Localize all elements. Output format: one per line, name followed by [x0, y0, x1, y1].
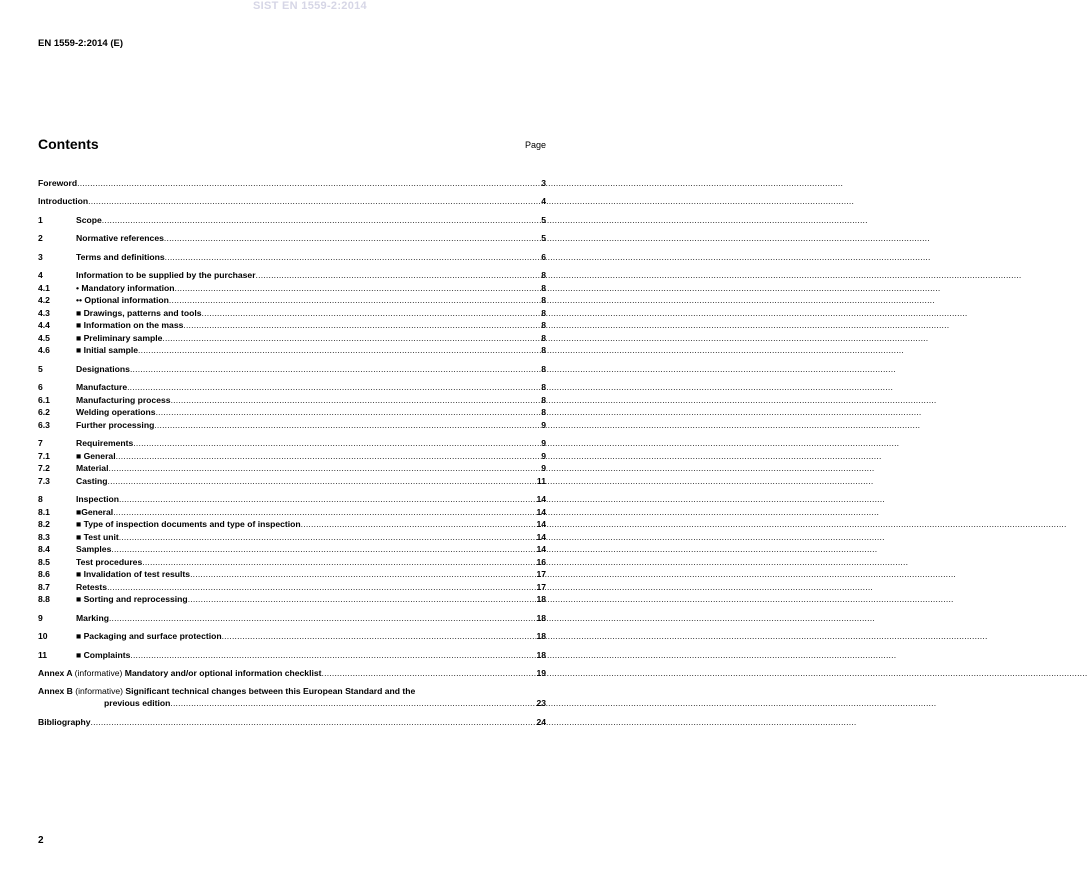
toc-section-number: 8.1: [38, 506, 50, 517]
toc-page-number: 8: [541, 332, 546, 343]
toc-section-title: ■General: [76, 506, 114, 517]
toc-entry[interactable]: [38, 462, 546, 475]
toc-page-number: 8: [541, 407, 546, 417]
toc-entry[interactable]: [38, 648, 546, 661]
toc-page-number: 5: [541, 214, 546, 225]
toc-page-number: 8: [541, 363, 546, 374]
toc-page-number: 9: [541, 438, 546, 448]
toc-section-number: 8: [38, 494, 43, 504]
toc-section-title: Normative references: [76, 233, 164, 243]
toc-section-number: 2: [38, 233, 43, 243]
toc-entry[interactable]: [38, 580, 546, 593]
toc-section-number: 7.2: [38, 463, 50, 473]
toc-entry[interactable]: [38, 505, 546, 518]
toc-entry[interactable]: [38, 593, 546, 606]
toc-entry[interactable]: [38, 493, 546, 506]
leader-dots: [156, 406, 541, 418]
toc-section-title: Foreword: [38, 177, 78, 188]
toc-entry[interactable]: [38, 611, 546, 624]
toc-section-title: ■ Sorting and reprocessing: [76, 594, 188, 604]
leader-dots: [108, 475, 536, 487]
leader-dots: [169, 294, 540, 306]
toc-page-number: 14: [536, 544, 546, 554]
toc-entry[interactable]: [38, 232, 546, 245]
toc-section-number: 6: [38, 382, 43, 392]
toc-page-number: 14: [536, 519, 546, 529]
toc-section-title: Introduction: [38, 196, 89, 206]
toc-section-number: 9: [38, 612, 43, 623]
toc-entry[interactable]: [38, 437, 546, 450]
page-column-label: Page: [524, 140, 546, 150]
leader-dots: [102, 214, 540, 226]
toc-page-number: 14: [536, 494, 546, 504]
toc-entry-annex-b[interactable]: [38, 685, 546, 709]
toc-section-number: 10: [38, 631, 48, 641]
leader-dots: [109, 612, 535, 624]
toc-page-number: 8: [541, 270, 546, 280]
toc-section-title: ■ Drawings, patterns and tools: [76, 307, 202, 318]
toc-section-number: 7: [38, 438, 43, 448]
toc-page-number: 18: [536, 649, 546, 660]
toc-page-number: 4: [541, 196, 546, 206]
leader-dots: [113, 506, 535, 518]
toc-section-number: 4: [38, 270, 43, 280]
toc-page-number: 18: [536, 594, 546, 604]
leader-dots: [130, 649, 535, 661]
toc-page-number: 24: [536, 716, 546, 727]
toc-entry[interactable]: [38, 555, 546, 568]
toc-entry[interactable]: [38, 381, 546, 394]
leader-dots: [108, 462, 540, 474]
leader-dots: [127, 381, 540, 393]
toc-entry[interactable]: [38, 176, 546, 189]
toc-section-number: 8.3: [38, 531, 50, 542]
toc-entry[interactable]: [38, 281, 546, 294]
leader-dots: [183, 319, 540, 331]
toc-section-title: ■ Invalidation of test results: [76, 569, 191, 579]
toc-section-title: ■ Initial sample: [76, 345, 139, 355]
toc-page-number: 8: [541, 345, 546, 355]
toc-page-number: 6: [541, 251, 546, 262]
leader-dots: [175, 282, 541, 294]
toc-entry[interactable]: [38, 418, 546, 431]
toc-page-number: 3: [541, 177, 546, 188]
toc-entry[interactable]: [38, 518, 546, 531]
toc-page-number: 17: [536, 581, 546, 592]
annex-a-label: Annex A: [38, 668, 73, 678]
annex-b-title-line1: Significant technical changes between this European Standard and the: [125, 686, 416, 696]
toc-section-number: 4.6: [38, 345, 50, 355]
bibliography-title: Bibliography: [38, 716, 91, 727]
leader-dots: [188, 593, 536, 605]
toc-entry[interactable]: [38, 449, 546, 462]
toc-section-title: Information to be supplied by the purchaser: [76, 270, 256, 280]
toc-section-number: 4.4: [38, 320, 50, 330]
toc-entry[interactable]: [38, 294, 546, 307]
toc-section-number: 8.2: [38, 519, 50, 529]
toc-page-number: 17: [536, 569, 546, 579]
leader-dots: [162, 332, 540, 344]
toc-entry[interactable]: [38, 269, 546, 282]
toc-section-title: Further processing: [76, 419, 155, 430]
toc-section-number: 6.3: [38, 419, 50, 430]
leader-dots: [222, 630, 536, 642]
toc-section-number: 4.1: [38, 282, 50, 293]
toc-section-number: 5: [38, 363, 43, 374]
toc-page-number: 18: [536, 612, 546, 623]
toc-section-number: 8.6: [38, 569, 50, 579]
toc-section-number: 8.8: [38, 594, 50, 604]
toc-entry-annex-a[interactable]: [38, 667, 546, 680]
toc-entry[interactable]: [38, 319, 546, 332]
toc-entry[interactable]: [38, 362, 546, 375]
toc-page-number: 23: [536, 698, 546, 708]
toc-page-number: 8: [541, 295, 546, 305]
toc-section-number: 8.4: [38, 544, 50, 554]
toc-section-title: Manufacture: [76, 382, 128, 392]
leader-dots: [133, 437, 540, 449]
toc-page-number: 8: [541, 394, 546, 405]
toc-section-title: Welding operations: [76, 407, 156, 417]
toc-section-number: 4.2: [38, 295, 50, 305]
toc-page-number: 16: [536, 556, 546, 567]
toc-entry[interactable]: [38, 331, 546, 344]
toc-section-title: ■ Type of inspection documents and type of inspection: [76, 519, 301, 529]
toc-section-title: ■ General: [76, 450, 116, 461]
toc-page-number: 9: [541, 419, 546, 430]
toc-section-number: 8.7: [38, 581, 50, 592]
toc-entry[interactable]: [38, 630, 546, 643]
leader-dots: [111, 543, 535, 555]
toc-entry-bibliography[interactable]: [38, 715, 546, 728]
leader-dots: [164, 232, 540, 244]
toc-section-title: Samples: [76, 544, 112, 554]
leader-dots: [119, 531, 536, 543]
toc-page-number: 8: [541, 382, 546, 392]
toc-section-number: 11: [38, 649, 48, 660]
leader-dots: [119, 493, 535, 505]
leader-dots: [142, 556, 535, 568]
annex-a-title: Mandatory and/or optional information checklist: [124, 668, 322, 678]
toc-section-number: 4.3: [38, 307, 50, 318]
table-of-contents: [38, 176, 546, 728]
leader-dots: [322, 667, 536, 679]
document-identifier: EN 1559-2:2014 (E): [38, 38, 124, 49]
toc-section-title: Manufacturing process: [76, 394, 171, 405]
toc-page-number: 11: [536, 475, 546, 486]
leader-dots: [170, 697, 535, 709]
toc-section-title: Inspection: [76, 494, 119, 504]
toc-section-title: ■ Complaints: [76, 649, 131, 660]
toc-section-title: ■ Information on the mass: [76, 320, 184, 330]
toc-section-title: Casting: [76, 475, 108, 486]
toc-page-number: 8: [541, 282, 546, 293]
toc-entry[interactable]: [38, 568, 546, 581]
toc-section-title: ■ Preliminary sample: [76, 332, 163, 343]
toc-section-title: ■ Test unit: [76, 531, 119, 542]
toc-section-title: Requirements: [76, 438, 134, 448]
toc-entry[interactable]: [38, 406, 546, 419]
toc-entry[interactable]: [38, 543, 546, 556]
leader-dots: [165, 251, 541, 263]
toc-page-number: 14: [536, 506, 546, 517]
toc-section-title: Marking: [76, 612, 109, 623]
toc-page-number: 8: [541, 307, 546, 318]
annex-b-label: Annex B: [38, 686, 73, 696]
leader-dots: [171, 394, 541, 406]
toc-entry[interactable]: [38, 344, 546, 357]
leader-dots: [130, 363, 540, 375]
toc-section-title: Material: [76, 463, 109, 473]
toc-section-number: 7.1: [38, 450, 50, 461]
toc-page-number: 9: [541, 463, 546, 473]
leader-dots: [77, 177, 540, 189]
toc-entry[interactable]: [38, 393, 546, 406]
toc-section-title: ■ Packaging and surface protection: [76, 631, 222, 641]
leader-dots: [256, 269, 541, 281]
toc-section-number: 6.1: [38, 394, 50, 405]
toc-section-title: Retests: [76, 581, 108, 592]
toc-section-number: 6.2: [38, 407, 50, 417]
annex-a-kind: (informative): [74, 668, 123, 678]
leader-dots: [190, 568, 535, 580]
leader-dots: [88, 195, 540, 207]
leader-dots: [301, 518, 536, 530]
toc-page-number: 8: [541, 320, 546, 330]
toc-section-number: 1: [38, 214, 43, 225]
toc-entry[interactable]: [38, 530, 546, 543]
toc-section-number: 7.3: [38, 475, 50, 486]
toc-section-title: Terms and definitions: [76, 251, 165, 262]
toc-entry[interactable]: [38, 250, 546, 263]
leader-dots: [91, 716, 536, 728]
toc-entry[interactable]: [38, 306, 546, 319]
toc-section-title: Designations: [76, 363, 130, 374]
leader-dots: [154, 419, 540, 431]
toc-section-number: 8.5: [38, 556, 50, 567]
toc-page-number: 19: [536, 668, 546, 678]
annex-b-kind: (informative): [75, 686, 124, 696]
watermark: SIST EN 1559-2:2014: [253, 0, 367, 12]
toc-section-number: 3: [38, 251, 43, 262]
toc-page-number: 18: [536, 631, 546, 641]
toc-entry[interactable]: [38, 213, 546, 226]
leader-dots: [116, 450, 541, 462]
toc-page-number: 14: [536, 531, 546, 542]
toc-section-title: Scope: [76, 214, 102, 225]
toc-page-number: 9: [541, 450, 546, 461]
toc-section-number: 4.5: [38, 332, 50, 343]
leader-dots: [138, 344, 540, 356]
toc-page-number: 5: [541, 233, 546, 243]
toc-entry[interactable]: [38, 474, 546, 487]
toc-section-title: •• Optional information: [76, 295, 169, 305]
annex-b-title-line2: previous edition: [104, 698, 171, 708]
toc-section-title: Test procedures: [76, 556, 143, 567]
toc-section-title: • Mandatory information: [76, 282, 175, 293]
contents-heading: Contents: [38, 136, 99, 152]
toc-entry[interactable]: [38, 195, 546, 208]
leader-dots: [202, 307, 541, 319]
page-number: 2: [38, 835, 44, 846]
leader-dots: [107, 581, 535, 593]
